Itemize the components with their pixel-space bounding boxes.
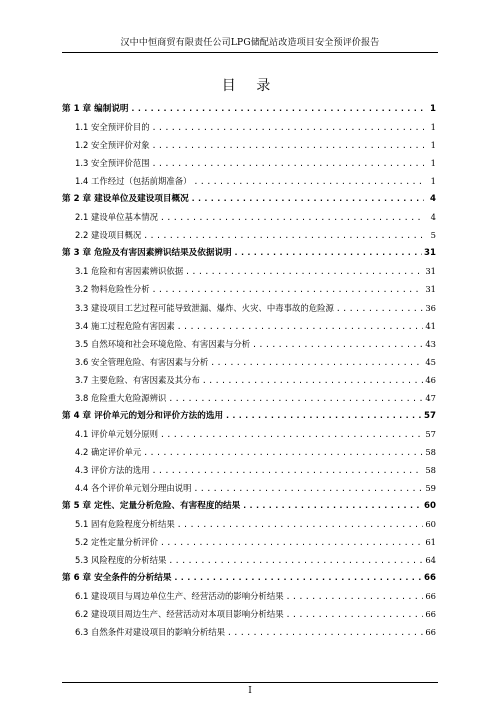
toc-dot-leader (160, 426, 423, 443)
toc-section-entry[interactable] (62, 226, 436, 244)
toc-entry-title: 2.2 建设项目概况 (75, 230, 142, 241)
toc-section-entry[interactable] (62, 461, 436, 479)
toc-entry-title: 6.3 自然条件对建设项目的影响分析结果 (75, 627, 225, 638)
toc-dot-leader (185, 263, 423, 280)
toc-entry-page: 60 (425, 519, 436, 530)
toc-dot-leader (234, 244, 422, 262)
toc-entry-title: 第 2 章 建设单位及建设项目概况 (62, 194, 189, 205)
toc-entry-page: 60 (424, 501, 436, 512)
toc-entry-page: 31 (425, 266, 436, 277)
toc-entry-page: 66 (424, 573, 436, 584)
toc-dot-leader (131, 100, 424, 118)
toc-entry-title: 3.2 物料危险性分析 (75, 284, 150, 295)
toc-chapter-entry[interactable] (62, 190, 436, 208)
toc-section-entry[interactable] (62, 317, 436, 335)
toc-dot-leader (336, 300, 423, 317)
toc-entry-title: 3.5 自然环境和社会环境危险、有害因素与分析 (75, 338, 251, 349)
toc-entry-page: 4 (430, 194, 436, 205)
toc-section-entry[interactable] (62, 262, 436, 280)
toc-entry-title: 3.7 主要危险、有害因素及其分布 (75, 374, 200, 385)
toc-section-entry[interactable] (62, 389, 436, 407)
toc-chapter-entry[interactable] (62, 569, 436, 587)
toc-entry-page: 64 (425, 555, 436, 566)
toc-dot-leader (210, 354, 423, 371)
toc-entry-title: 3.1 危险和有害因素辨识依据 (75, 266, 184, 277)
toc-dot-leader (286, 588, 424, 605)
toc-entry-page: 46 (425, 374, 436, 385)
toc-entry-title: 5.1 固有危险程度分析结果 (75, 519, 175, 530)
toc-chapter-entry[interactable] (62, 407, 436, 425)
toc-dot-leader (193, 480, 423, 497)
toc-dot-leader (227, 624, 423, 641)
toc-entry-title: 第 3 章 危险及有害因素辨识结果及依据说明 (62, 248, 232, 259)
toc-entry-page: 5 (430, 230, 436, 241)
toc-entry-title: 6.1 建设项目与周边单位生产、经营活动的影响分析结果 (75, 591, 284, 602)
toc-dot-leader (152, 462, 424, 479)
toc-entry-page: 31 (424, 248, 436, 259)
toc-entry-page: 31 (425, 284, 436, 295)
toc-dot-leader (168, 390, 423, 407)
toc-dot-leader (152, 281, 424, 298)
toc-dot-leader (152, 119, 424, 136)
toc-dot-leader (286, 606, 424, 623)
toc-entry-page: 58 (425, 446, 436, 457)
toc-entry-title: 3.6 安全管理危险、有害因素与分析 (75, 356, 209, 367)
toc-dot-leader (177, 516, 424, 533)
toc-entry-page: 41 (425, 320, 436, 331)
toc-dot-leader (174, 569, 423, 587)
toc-section-entry[interactable] (62, 533, 436, 551)
toc-dot-leader (202, 372, 423, 389)
toc-section-entry[interactable] (62, 587, 436, 605)
toc-section-entry[interactable] (62, 118, 436, 136)
toc-entry-title: 第 4 章 评价单元的划分和评价方法的选用 (62, 410, 224, 421)
toc-dot-leader (252, 336, 423, 353)
toc-dot-leader (177, 318, 424, 335)
toc-entry-title: 3.4 施工过程危险有害因素 (75, 320, 175, 331)
toc-entry-title: 6.2 建设项目周边生产、经营活动对本项目影响分析结果 (75, 609, 284, 620)
toc-entry-title: 4.2 确定评价单元 (75, 446, 142, 457)
toc-entry-page: 43 (425, 338, 436, 349)
toc-dot-leader (160, 209, 424, 226)
toc-chapter-entry[interactable] (62, 244, 436, 262)
toc-section-entry[interactable] (62, 154, 436, 172)
toc-entry-page: 66 (425, 591, 436, 602)
toc-entry-title: 4.3 评价方法的选用 (75, 464, 150, 475)
toc-chapter-entry[interactable] (62, 100, 436, 118)
toc-entry-page: 36 (425, 302, 436, 313)
toc-dot-leader (143, 227, 424, 244)
toc-entry-title: 第 6 章 安全条件的分析结果 (62, 573, 172, 584)
toc-section-entry[interactable] (62, 425, 436, 443)
toc-entry-page: 66 (425, 609, 436, 620)
toc-dot-leader (143, 444, 423, 461)
footer-rule (62, 682, 438, 683)
toc-dot-leader (152, 155, 424, 172)
toc-entry-title: 4.4 各个评价单元划分理由说明 (75, 482, 192, 493)
toc-entry-title: 第 1 章 编制说明 (62, 104, 129, 114)
toc-entry-title: 5.2 定性定量分析评价 (75, 537, 158, 548)
toc-section-entry[interactable] (62, 299, 436, 317)
toc-section-entry[interactable] (62, 172, 436, 190)
toc-section-entry[interactable] (62, 280, 436, 298)
toc-entry-page: 58 (425, 464, 436, 475)
toc-entry-title: 1.4 工作经过（包括前期准备） (75, 176, 192, 187)
header-rule (62, 52, 438, 53)
toc-entry-page: 45 (425, 356, 436, 367)
toc-entry-page: 4 (430, 212, 436, 223)
toc-dot-leader (242, 497, 422, 515)
toc-dot-leader (168, 552, 423, 569)
toc-section-entry[interactable] (62, 335, 436, 353)
toc-section-entry[interactable] (62, 353, 436, 371)
toc-section-entry[interactable] (62, 371, 436, 389)
toc-chapter-entry[interactable] (62, 497, 436, 515)
toc-entry-page: 1 (430, 140, 436, 151)
toc-entry-page: 1 (430, 158, 436, 169)
toc-entry-page: 66 (425, 627, 436, 638)
toc-entry-title: 1.1 安全预评价目的 (75, 122, 150, 133)
toc-entry-title: 4.1 评价单元划分原则 (75, 428, 158, 439)
toc-section-entry[interactable] (62, 551, 436, 569)
toc-section-entry[interactable] (62, 443, 436, 461)
toc-entry-title: 3.3 建设项目工艺过程可能导致泄漏、爆炸、火灾、中毒事故的危险源 (75, 302, 334, 313)
toc-section-entry[interactable] (62, 605, 436, 623)
toc-entry-page: 57 (425, 428, 436, 439)
toc-dot-leader (152, 137, 424, 154)
toc-dot-leader (191, 190, 424, 208)
toc-entry-page: 61 (425, 537, 436, 548)
toc-entry-title: 1.3 安全预评价范围 (75, 158, 150, 169)
toc-section-entry[interactable] (62, 208, 436, 226)
page-number: I (248, 686, 252, 696)
toc-entry-page: 57 (424, 410, 436, 421)
toc-entry-title: 1.2 安全预评价对象 (75, 140, 150, 151)
toc-entry-page: 1 (430, 122, 436, 133)
toc-section-entry[interactable] (62, 479, 436, 497)
toc-entry-title: 第 5 章 定性、定量分析危险、有害程度的结果 (62, 501, 241, 512)
toc-section-entry[interactable] (62, 136, 436, 154)
toc-entry-title: 3.8 危险重大危险源辨识 (75, 392, 167, 403)
toc-entry-page: 47 (425, 392, 436, 403)
toc-dot-leader (193, 173, 424, 190)
toc-section-entry[interactable] (62, 623, 436, 641)
toc-entry-page: 1 (430, 104, 436, 114)
toc-dot-leader (225, 407, 422, 425)
toc-title: 目 录 (221, 78, 279, 94)
toc-entry-page: 1 (430, 176, 436, 187)
toc-entry-page: 59 (425, 482, 436, 493)
toc-dot-leader (160, 534, 423, 551)
toc-entry-title: 5.3 风险程度的分析结果 (75, 555, 167, 566)
toc-entry-title: 2.1 建设单位基本情况 (75, 212, 158, 223)
toc-section-entry[interactable] (62, 515, 436, 533)
table-of-contents (62, 100, 436, 641)
running-header: 汉中中恒商贸有限责任公司LPG储配站改造项目安全预评价报告 (120, 38, 380, 48)
